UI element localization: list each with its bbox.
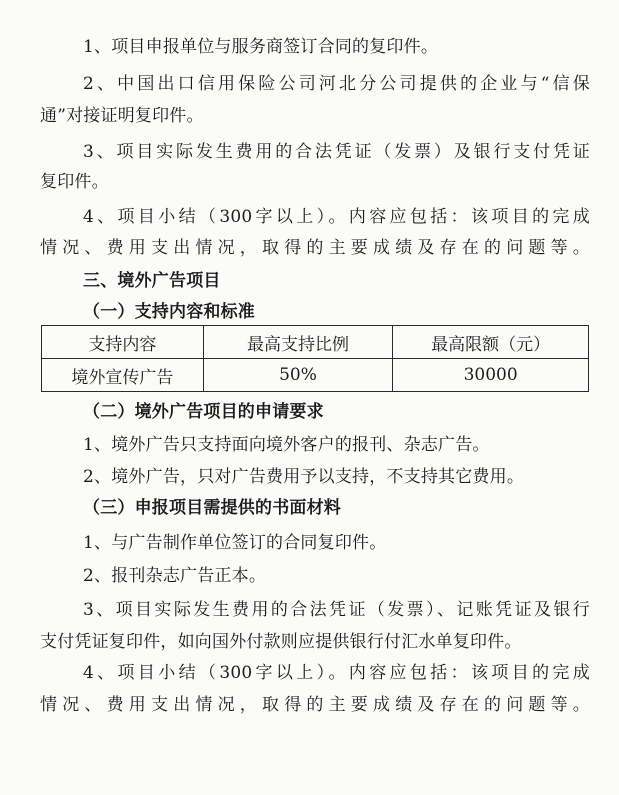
table-header-cell: 最高支持比例 [203, 326, 393, 359]
paragraph-item-1: 1、项目申报单位与服务商签订合同的复印件。 [83, 37, 439, 57]
subsection-1-heading: （一）支持内容和标准 [83, 302, 255, 322]
table-cell: 50% [203, 359, 393, 392]
section-3-heading: 三、境外广告项目 [83, 271, 221, 291]
material-item-4-line2: 情况、费用支出情况，取得的主要成绩及存在的问题等。 [40, 695, 590, 715]
table-header-cell: 支持内容 [42, 326, 204, 359]
material-item-1: 1、与广告制作单位签订的合同复印件。 [83, 533, 387, 553]
paragraph-item-4-line1: 4、项目小结（300字以上）。内容应包括：该项目的完成 [83, 207, 590, 227]
paragraph-item-2-line1: 2、中国出口信用保险公司河北分公司提供的企业与“信保 [83, 74, 590, 94]
table-cell: 境外宣传广告 [42, 359, 204, 392]
paragraph-item-4-line2: 情况、费用支出情况，取得的主要成绩及存在的问题等。 [40, 238, 590, 258]
paragraph-item-3-line2: 复印件。 [40, 172, 109, 192]
table-cell: 30000 [393, 359, 589, 392]
table-row [42, 359, 589, 392]
table-header-cell: 最高限额（元） [393, 326, 589, 359]
subsection-3-heading: （三）申报项目需提供的书面材料 [83, 498, 341, 518]
material-item-3-line2: 支付凭证复印件，如向国外付款则应提供银行付汇水单复印件。 [40, 632, 522, 652]
paragraph-item-3-line1: 3、项目实际发生费用的合法凭证（发票）及银行支付凭证 [83, 142, 590, 162]
requirement-item-1: 1、境外广告只支持面向境外客户的报刊、杂志广告。 [83, 435, 490, 455]
material-item-4-line1: 4、项目小结（300字以上）。内容应包括：该项目的完成 [83, 663, 590, 683]
support-standard-table [41, 325, 589, 392]
table-header-row [42, 326, 589, 359]
material-item-3-line1: 3、项目实际发生费用的合法凭证（发票）、记账凭证及银行 [83, 600, 590, 620]
subsection-2-heading: （二）境外广告项目的申请要求 [83, 402, 324, 422]
material-item-2: 2、报刊杂志广告正本。 [83, 566, 267, 586]
requirement-item-2: 2、境外广告，只对广告费用予以支持，不支持其它费用。 [83, 467, 525, 487]
paragraph-item-2-line2: 通”对接证明复印件。 [40, 106, 204, 126]
